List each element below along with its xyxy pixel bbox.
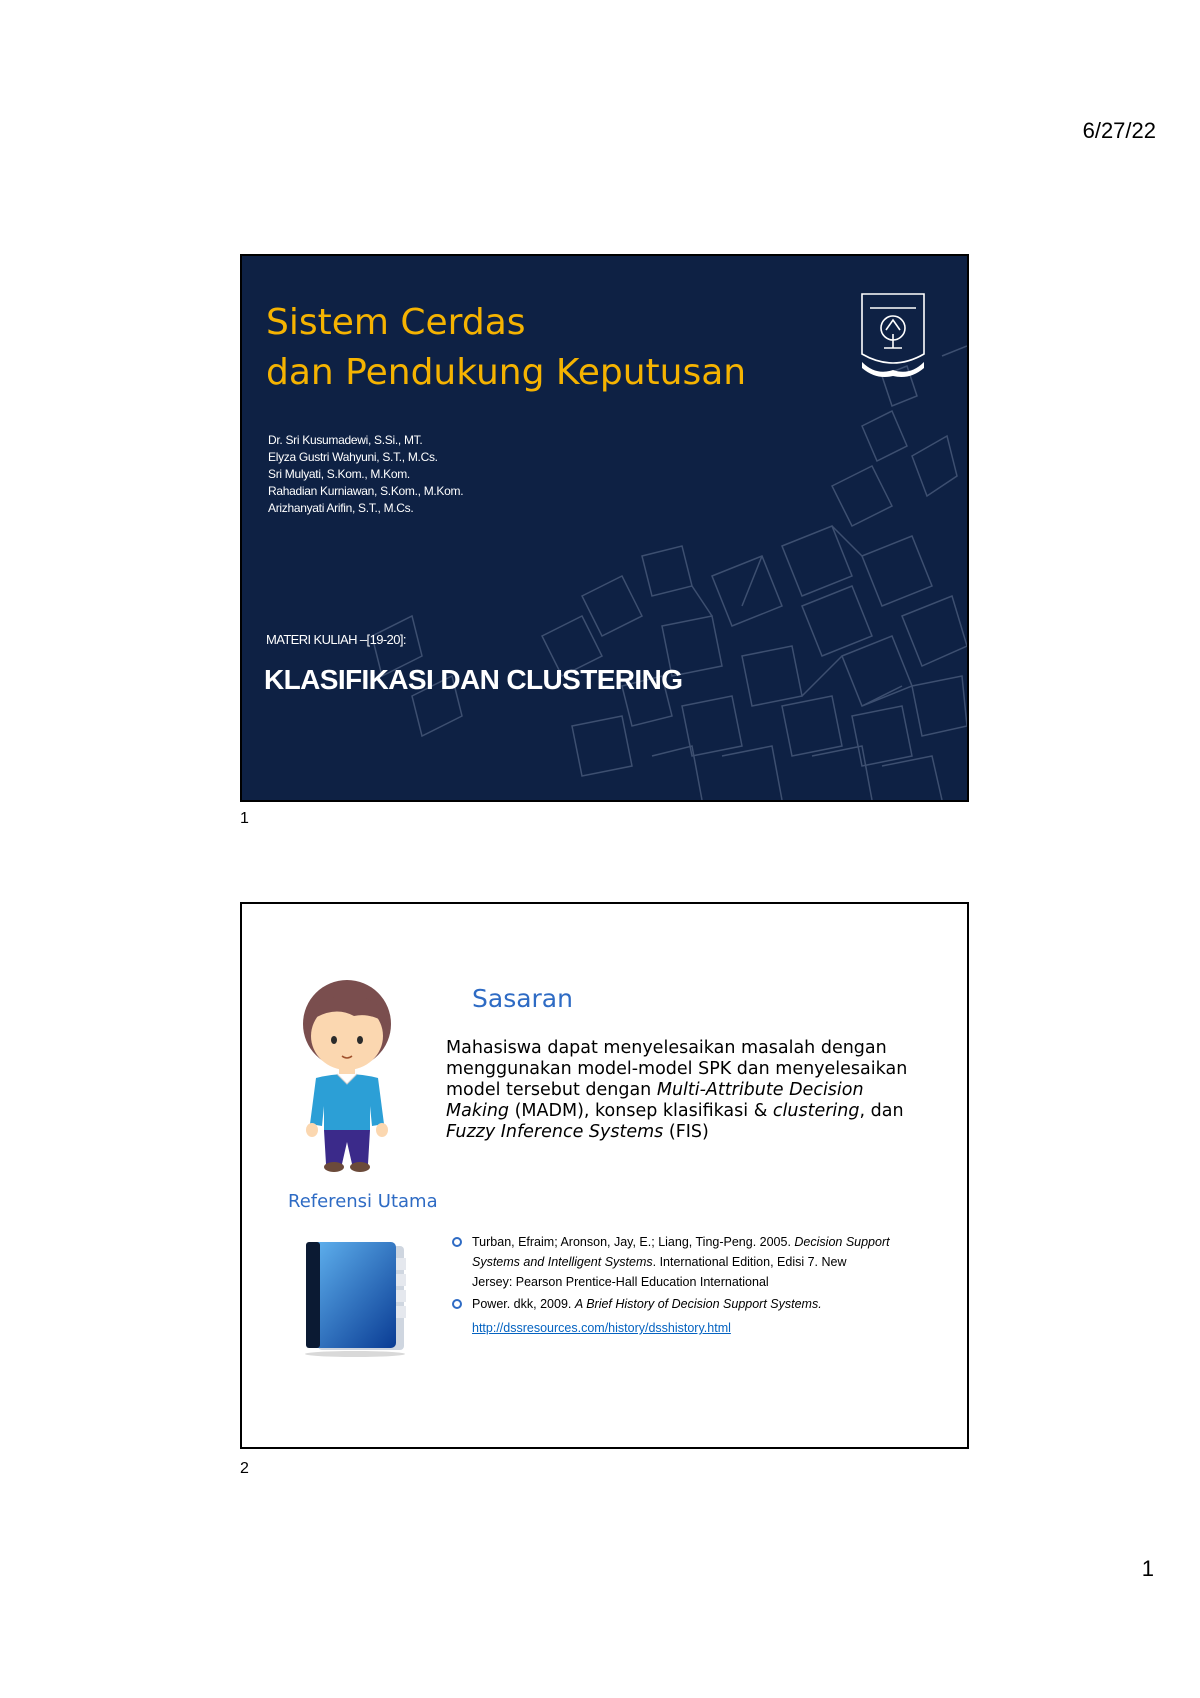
slide-1-title <box>266 298 746 398</box>
author-item: Sri Mulyati, S.Kom., M.Kom. <box>268 467 410 481</box>
sasaran-heading: Sasaran <box>472 984 573 1013</box>
title-line-1: Sistem Cerdas <box>266 302 526 343</box>
text-line: menggunakan model-model SPK dan menyelesaikan <box>446 1059 908 1079</box>
bullet-icon <box>452 1237 462 1247</box>
slide-2 <box>240 902 969 1449</box>
text-line: model tersebut dengan Multi-Attribute Decision <box>446 1080 864 1100</box>
book-icon <box>300 1240 412 1358</box>
text-line: Mahasiswa dapat menyelesaikan masalah dengan <box>446 1038 887 1058</box>
slide-number-2: 2 <box>240 1460 249 1477</box>
reference-link[interactable]: http://dssresources.com/history/dsshistory.html <box>472 1321 731 1335</box>
slide-1 <box>240 254 969 802</box>
uii-logo <box>856 290 930 380</box>
author-item: Arizhanyati Arifin, S.T., M.Cs. <box>268 501 414 515</box>
reference-item: Power. dkk, 2009. A Brief History of Decision Support Systems. http://dssresources.com/history/dsshistory.html <box>452 1294 952 1338</box>
title-line-2: dan Pendukung Keputusan <box>266 352 747 393</box>
sasaran-text <box>446 1038 926 1143</box>
referensi-heading: Referensi Utama <box>288 1191 438 1212</box>
author-item: Rahadian Kurniawan, S.Kom., M.Kom. <box>268 484 464 498</box>
reference-item: Turban, Efraim; Aronson, Jay, E.; Liang, Ting-Peng. 2005. Decision Support Systems and Intelligent Systems. International Edition, Edisi 7. New Jersey: Pearson Prentice-Hall Education International <box>452 1232 952 1292</box>
page-date: 6/27/22 <box>1082 118 1156 143</box>
bullet-icon <box>452 1299 462 1309</box>
page-number: 1 <box>1141 1556 1154 1581</box>
topic-title: KLASIFIKASI DAN CLUSTERING <box>264 664 683 695</box>
slide-number-1: 1 <box>240 810 249 827</box>
text-line: Making (MADM), konsep klasifikasi & clustering, dan <box>446 1101 904 1121</box>
author-item: Dr. Sri Kusumadewi, S.Si., MT. <box>268 433 423 447</box>
author-list <box>268 432 463 517</box>
person-illustration <box>292 974 402 1174</box>
materi-label: MATERI KULIAH –[19-20]: <box>266 632 406 647</box>
text-line: Fuzzy Inference Systems (FIS) <box>446 1122 709 1142</box>
author-item: Elyza Gustri Wahyuni, S.T., M.Cs. <box>268 450 438 464</box>
reference-list <box>452 1232 952 1338</box>
